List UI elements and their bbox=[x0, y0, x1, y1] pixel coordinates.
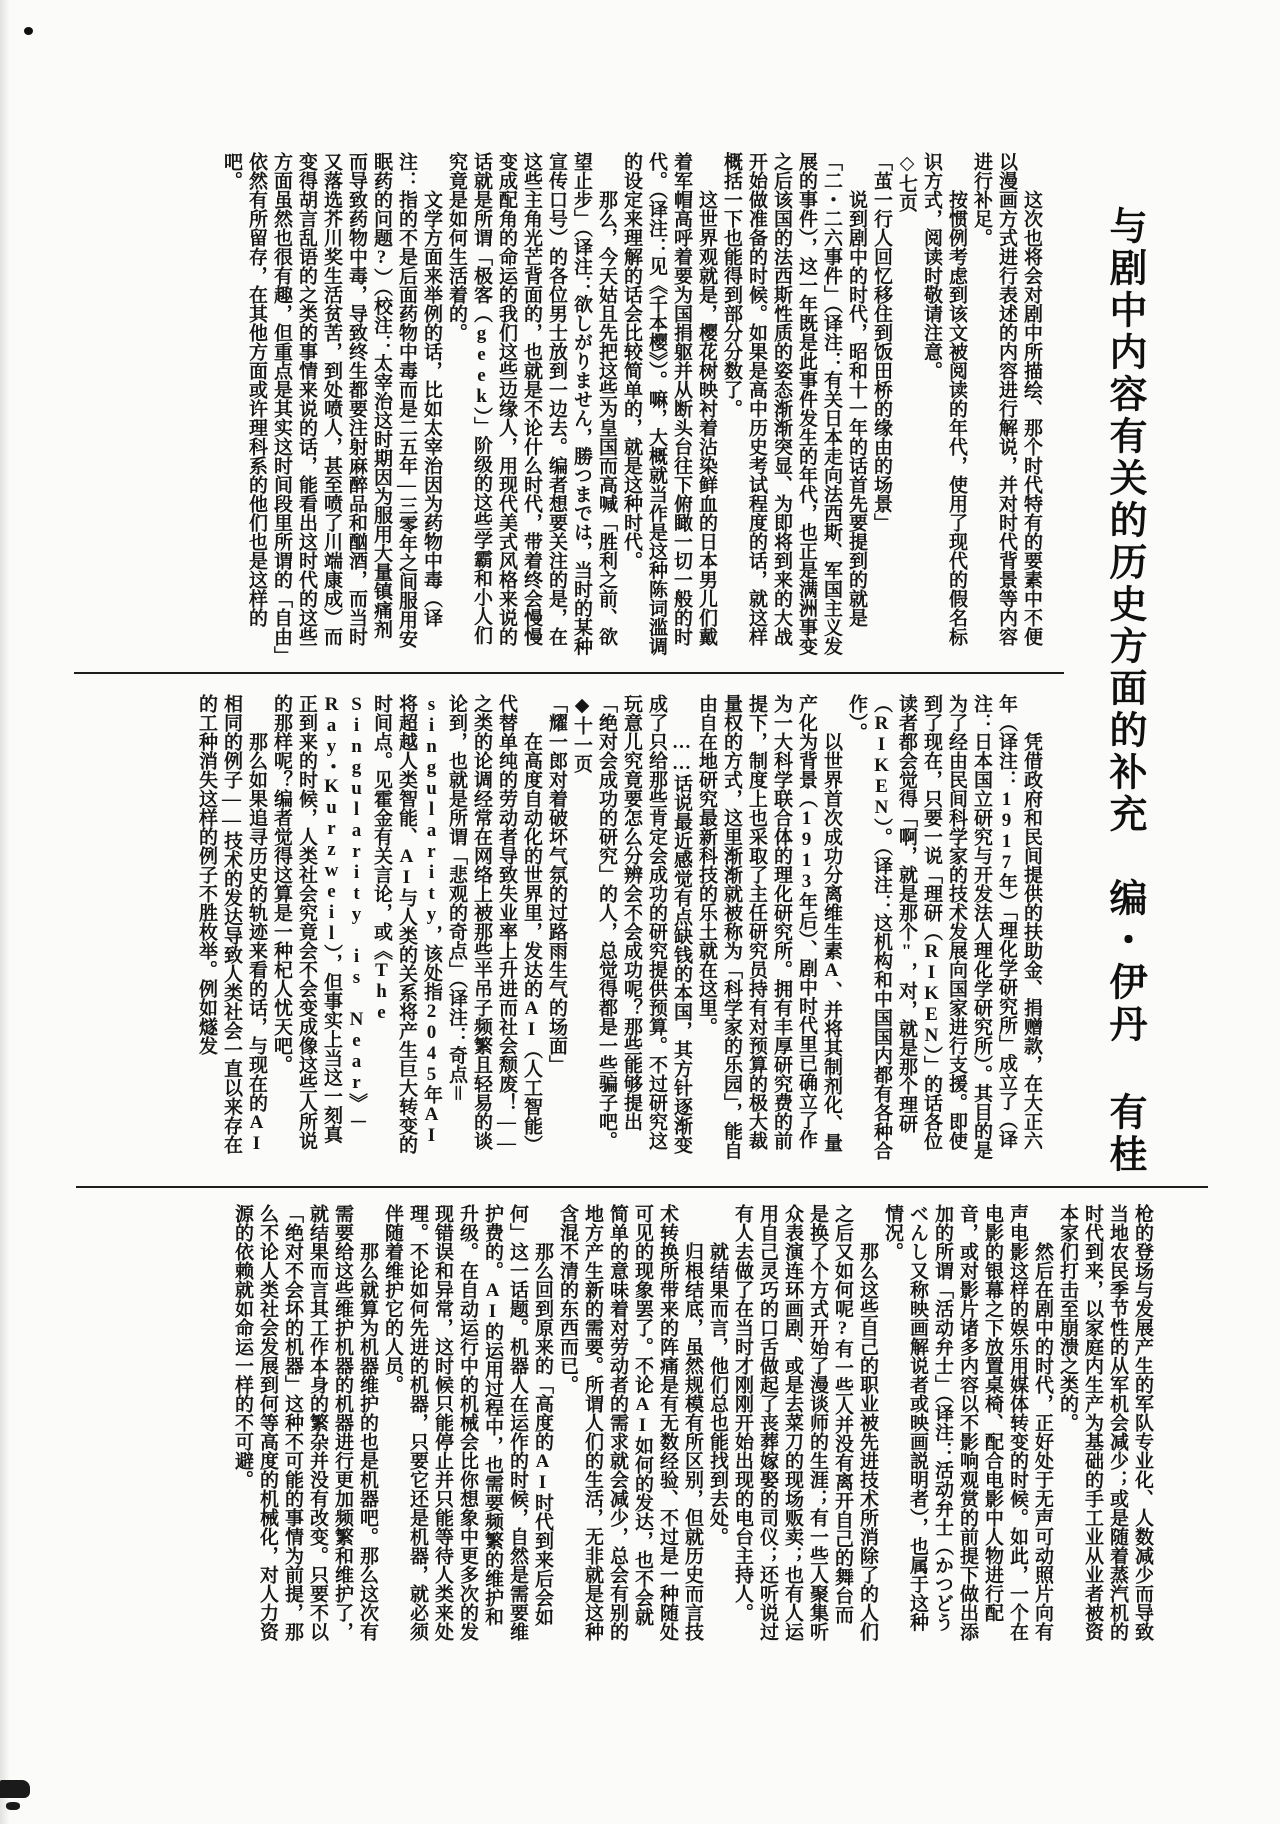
paragraph: 以世界首次成功分离维生素A、并将其制剂化、量产化为背景（1913年后）、剧中时代里已确立了作为一大科学联合体的理化研究所。拥有丰厚研究费的前提下，制度上也采取了主任研究员持有对预算的极大裁量权的方式，这里渐渐就被称为「科学家的乐园」，能自由自在地研究最新科技的乐土就在这里。 bbox=[696, 694, 842, 1160]
section-heading: ◆十一页 bbox=[571, 694, 592, 773]
scan-smudge bbox=[0, 1780, 30, 1798]
paragraph: 说到剧中的时代，昭和十一年的话首先要提到的就是「二・二六事件」（译注：有关日本走向法西斯、军国主义发展的事件），这一年既是此事件发生的年代，也正是满洲事变之后该国的法西斯性质的姿态渐渐突显、为即将到来的大战开始做准备的时候。如果是高中历史考试程度的话，就这样概括一下也能得到部分分数了。 bbox=[721, 152, 867, 656]
page-title: 与剧中内容有关的历史方面的补充 bbox=[1103, 206, 1145, 836]
section-divider bbox=[76, 1186, 1208, 1188]
paragraph: 凭借政府和民间提供的扶助金、捐赠款，在大正六年（译注：1917年）「理化学研究所」成立了（译注：日本国立研究与开发法人理化学研究所）。其目的是为了经由民间科学家的技术发展向国家进行支援。即使到了现在，只要一说「理研（RIKEN）」的话各位读者都会觉得「啊，就是那个"，对，就是那个理研（RIKEN）。（译注：这机构和中国国内都有各种合作）。 bbox=[846, 694, 1042, 1160]
paragraph: 这世界观就是，樱花树映衬着沾染鲜血的日本男儿们戴着军帽高呼着要为国捐躯并从断头台往下俯瞰一切一般的时代。（译注：见《千本樱》）。嘛，大概就当作是这种陈词滥调的设定来理解的话会比较简单的，就是这种时代。 bbox=[621, 152, 717, 656]
section-riken-and-page11 bbox=[84, 694, 1044, 1160]
scan-smudge bbox=[6, 1802, 20, 1810]
section-heading: ◇七页 bbox=[896, 152, 917, 212]
paragraph: 然后在剧中的时代，正好处于无声可动照片向有声电影这样的娱乐用媒体转变的时候。如此，一个在电影的银幕之下放置桌椅、配合电影中人物进行配音，或对影片诸多内容以不影响观赏的前提下做出添加的所谓「活动弁士」（译注：活动弁士（かつどうべんし又称映画解说者或映画説明者），也属于这种情况。 bbox=[882, 1204, 1053, 1641]
paragraph: 那么回到原来的「高度的AI时代到来后会如何」这一话题。机器人在运作的时候，自然是需要维护费的。AI的运用过程中，也需要频繁的维护和升级。在自动运行中的机械会比你想象中更多次的发现错误和异常，这时候只能停止并只能等待人类来处理。不论如何先进的机器，只要它还是机器，就必须伴随着维护它的人员。 bbox=[382, 1204, 553, 1641]
editor-credit: 编・伊丹 有桂 bbox=[1103, 878, 1145, 1176]
page-title-column bbox=[1097, 206, 1152, 1186]
paragraph: 就结果而言，他们总也能找到去处。 bbox=[707, 1242, 728, 1546]
paragraph: 按惯例考虑到该文被阅读的年代，使用了现代的假名标识方式，阅读时敬请注意。 bbox=[921, 152, 967, 646]
paragraph: 那么如果追寻历史的轨迹来看的话，与现在的AI相同的例子——技术的发达导致人类社会一直以来存在的工种消失这样的例子不胜枚举。例如燧发 bbox=[196, 694, 267, 1154]
paragraph: 文学方面来举例的话，比如太宰治因为药物中毒（译注：指的不是后面药物中毒而是二五年—三零年之间服用安眠药的问题?）（校注：太宰治这时期因为服用大量镇痛剂而导致药物中毒，导致终生都要注射麻醉品和酗酒，而当时又落选芥川奖生活贫苦，到处喷人，甚至喷了川端康成）而变得胡言乱语的之类的事情来说的话，能看出这时代的这些方面虽然也很有趣，但重点是其实这时间段里所谓的「自由」依然有所留存，在其他方面或许理科系的他们也是这样的吧。 bbox=[221, 152, 442, 656]
paragraph: 这次也将会对剧中所描绘、那个时代特有的要素中不便以漫画方式进行表述的内容进行解说，并对时代背景等内容进行补足。 bbox=[971, 152, 1042, 646]
paragraph-continuation: 枪的登场与发展产生的军队专业化、人数减少而导致当地农民季节性的从军机会减少；或是随着蒸汽机的时代到来，以家庭内生产为基础的手工业从业者被资本家们打击至崩溃之类的。 bbox=[1057, 1204, 1153, 1641]
section-technology-transition bbox=[158, 1204, 1155, 1642]
scene-subheading: 「茧一行人回忆移住到饭田桥的缘由的场景」 bbox=[871, 152, 892, 532]
paragraph: ……话说最近感觉有点缺钱的本国，其方针逐渐变成了只给那些肯定会成功的研究提供预算。不过研究这玩意儿究竟要怎么分辨会不会成功呢？那些能够提出「绝对会成功的研究」的人，总觉得都是一些骗子吧。 bbox=[596, 694, 692, 1154]
scan-edge-shadow bbox=[0, 0, 10, 1824]
paragraph: 归根结底，虽然规模有所区别，但就历史而言技术转换所带来的阵痛是有无数经验、不过是一种随处可见的现象罢了。不论AI如何的发达，也不会就简单的意味着对劳动者的需求就会减少，总会有别的地方产生新的需要。所谓人们的生活，无非就是这种含混不清的东西而已。 bbox=[557, 1204, 703, 1641]
scene-subheading: 「耀一郎对着破坏气氛的过路雨生气的场面」 bbox=[546, 694, 567, 1074]
scan-speck bbox=[24, 27, 33, 35]
paragraph: 在高度自动化的世界里，发达的AI（人工智能）代替单纯的劳动者导致失业率上升进而社会颓废！——之类的论调经常在网络上被那些半吊子频繁且轻易的谈论到，也就是所谓「悲观的奇点」（译注：奇点＝singularity，该处指2045年AI将超越人类智能、AI与人类的关系将产生巨大转变的时间点。见霍金有关言论，或《The Singularity is Near》－Ray・Kurzweil），但事实上当这一刻真正到来的时候，人类社会究竟会不会变成像这些人所说的那样呢？编者觉得这算是一种杞人忧天吧。 bbox=[271, 694, 542, 1154]
paragraph: 那么就算为机器维护的也是机器吧。那么这次有需要给这些维护机器的机器进行更加频繁和维护了，就结果而言其工作本身的繁杂并没有改变。只要不以「绝对不会坏的机器」这种不可能的事情为前提，那么不论人类社会发展到何等高度的机械化，对人力资源的依赖就如命运一样的不可避。 bbox=[232, 1204, 378, 1641]
section-intro-and-page7 bbox=[56, 152, 1044, 657]
section-divider bbox=[74, 672, 1064, 674]
paragraph: 那么，今天姑且先把这些为皇国而高喊「胜利之前、欲望止步」（译注：欲しがりません，勝つまでは，当时的某种宣传口号）的各位男士放到一边去。编者想要关注的是，在这些主角光芒背面的，也就是不论什么时代，带着终会慢慢变成配角的命运的我们这些边缘人，用现代美式风格来说的话就是所谓「极客（geek）」阶级的这些学霸和小人们究竟是如何生活着的。 bbox=[446, 152, 617, 656]
paragraph: 那么这些自己的职业被先进技术所消除了的人们之后又如何呢?有一些人并没有离开自己的舞台而是换了个方式开始了漫谈师的生涯；有一些人聚集听众表演连环画剧、或是去菜刀的现场贩卖；也有人运用自己灵巧的口舌做起了丧葬嫁娶的司仪；还听说过有人去做了在当时才刚刚开始出现的电台主持人。 bbox=[732, 1204, 878, 1641]
